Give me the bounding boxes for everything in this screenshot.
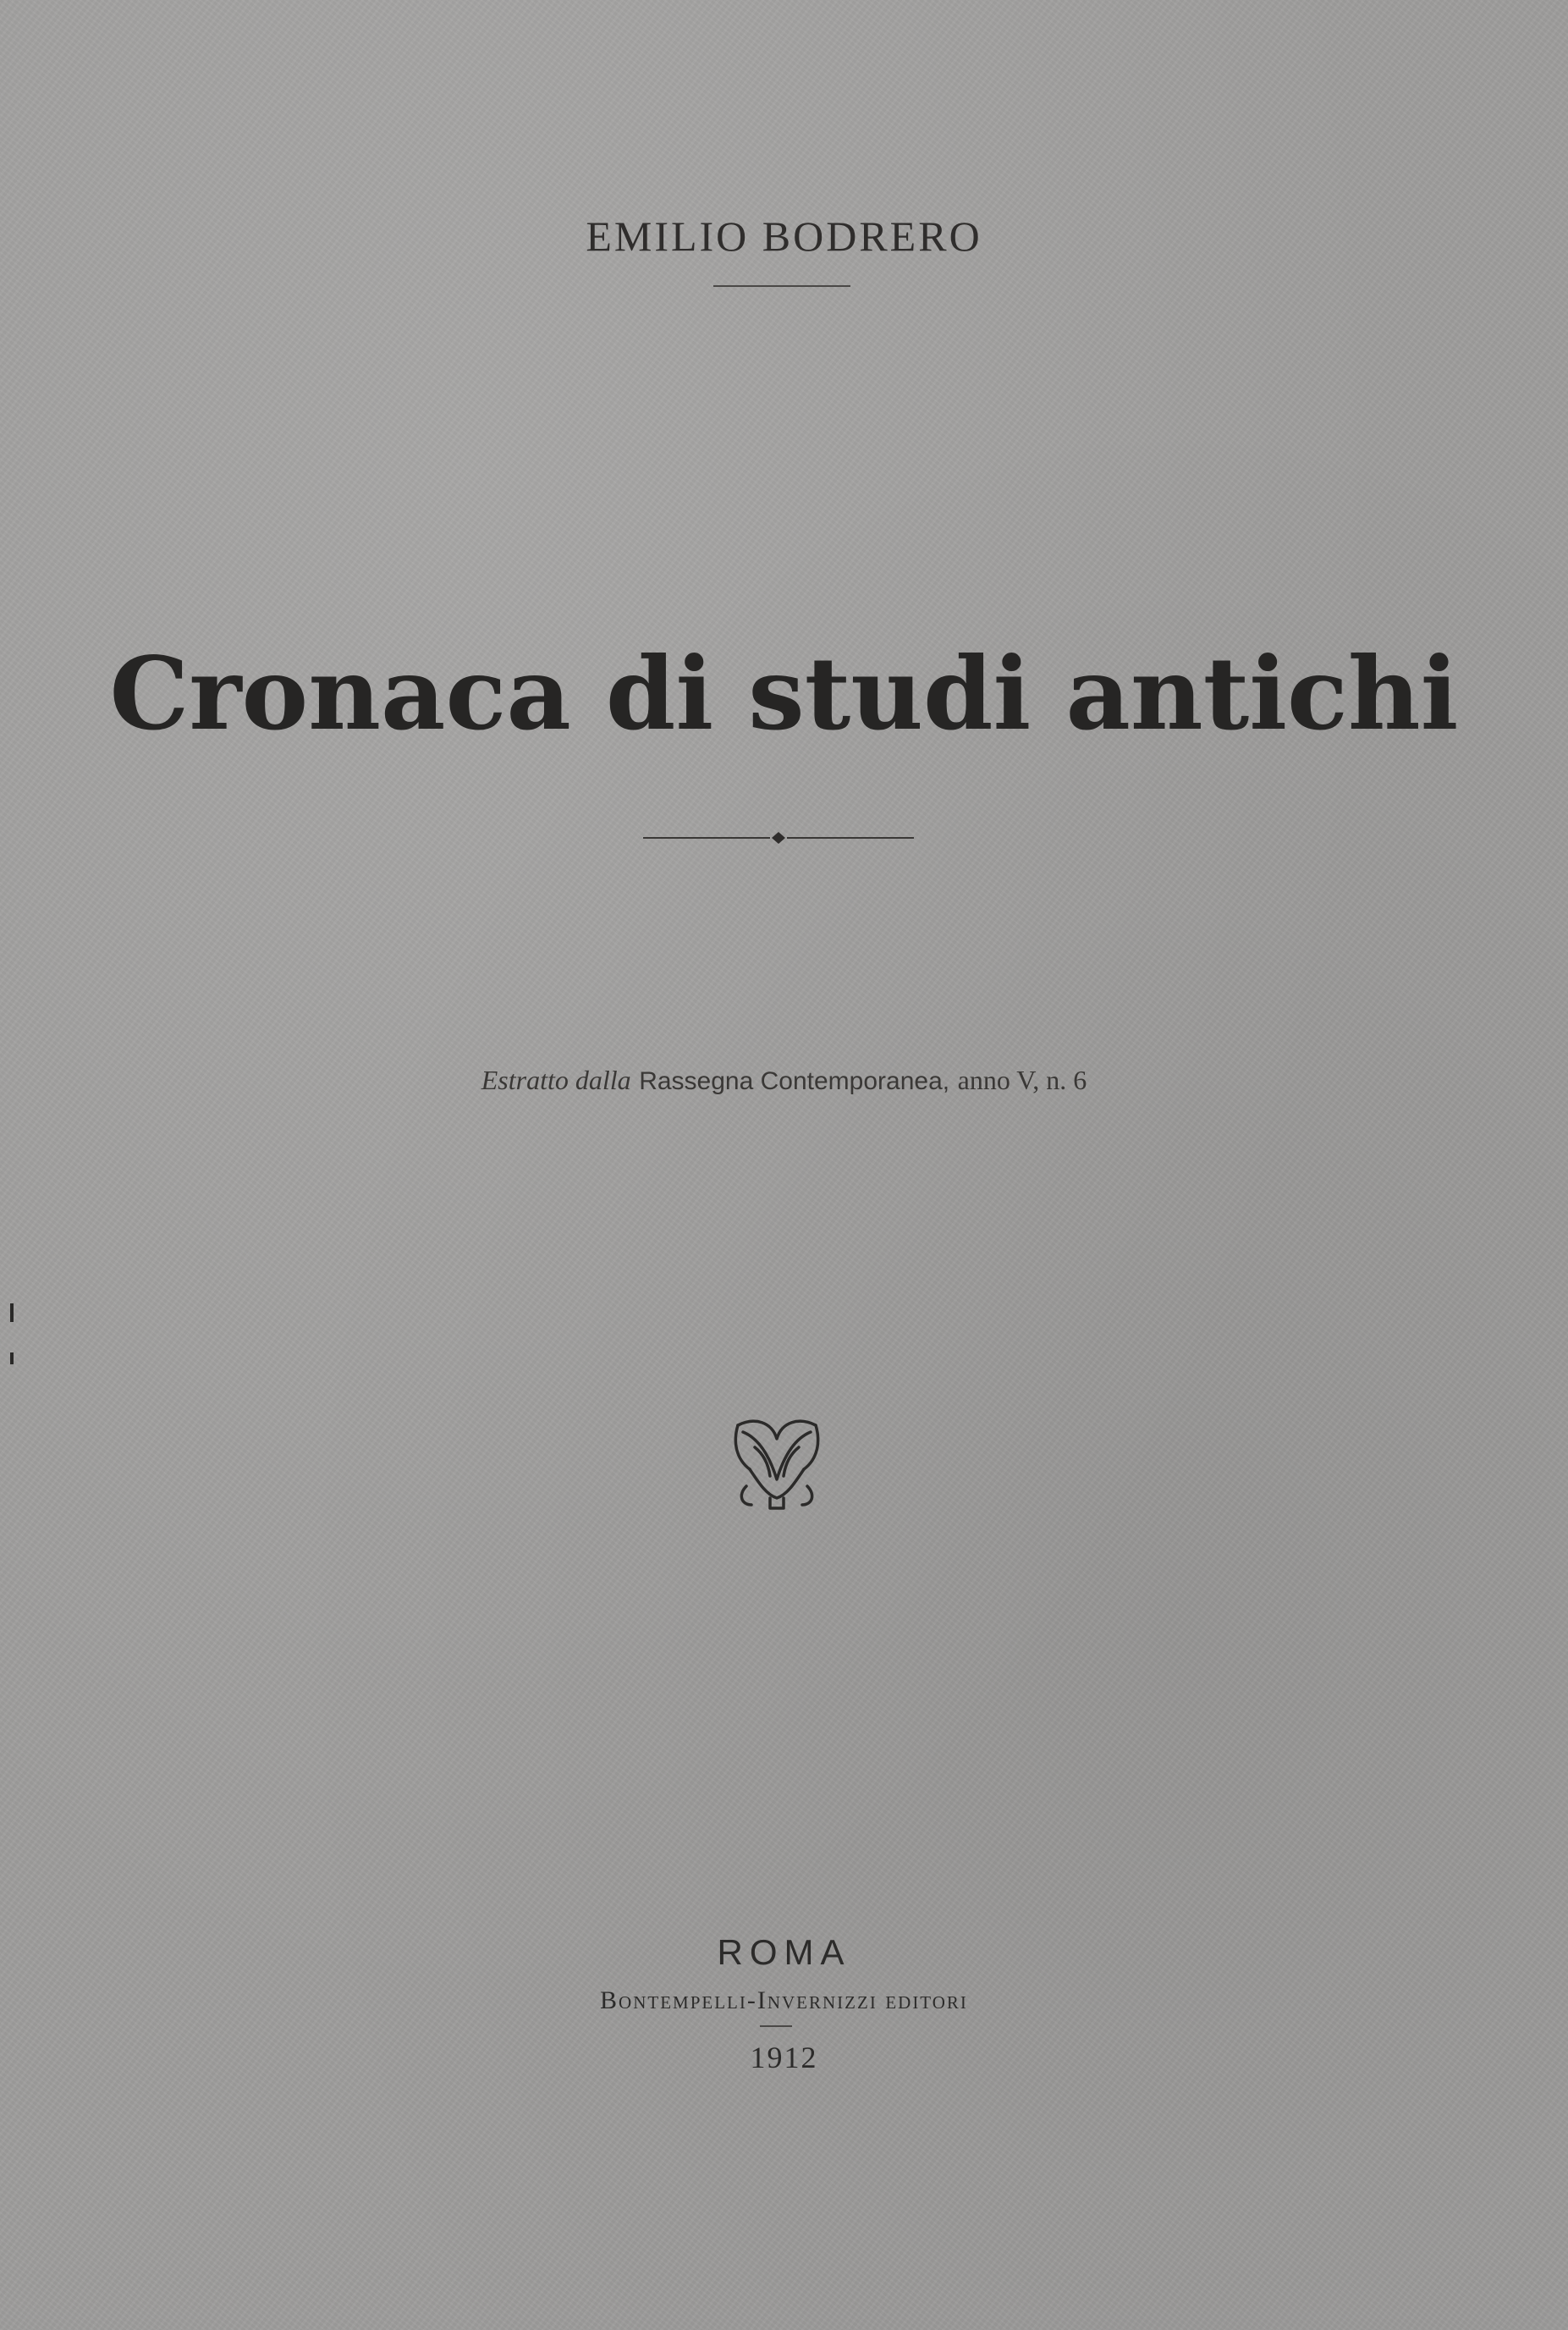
year-rule bbox=[760, 2025, 792, 2027]
imprint-year: 1912 bbox=[750, 2041, 818, 2074]
imprint-publisher: Bontempelli-Invernizzi editori bbox=[600, 1986, 968, 2014]
author-rule bbox=[713, 285, 850, 287]
journal-name: Rassegna Contemporanea, bbox=[639, 1067, 950, 1095]
printer-mark-icon bbox=[729, 1413, 824, 1513]
issue-number: anno V, n. 6 bbox=[957, 1065, 1087, 1095]
edge-mark bbox=[10, 1352, 14, 1364]
book-title: Cronaca di studi antichi bbox=[109, 635, 1459, 752]
author-name: EMILIO BODRERO bbox=[586, 212, 982, 260]
extract-prefix: Estratto dalla bbox=[481, 1065, 631, 1095]
edge-mark bbox=[10, 1303, 14, 1322]
imprint-city: ROMA bbox=[717, 1932, 851, 1972]
extract-note bbox=[0, 1065, 1568, 1096]
diamond-rule bbox=[643, 828, 914, 848]
